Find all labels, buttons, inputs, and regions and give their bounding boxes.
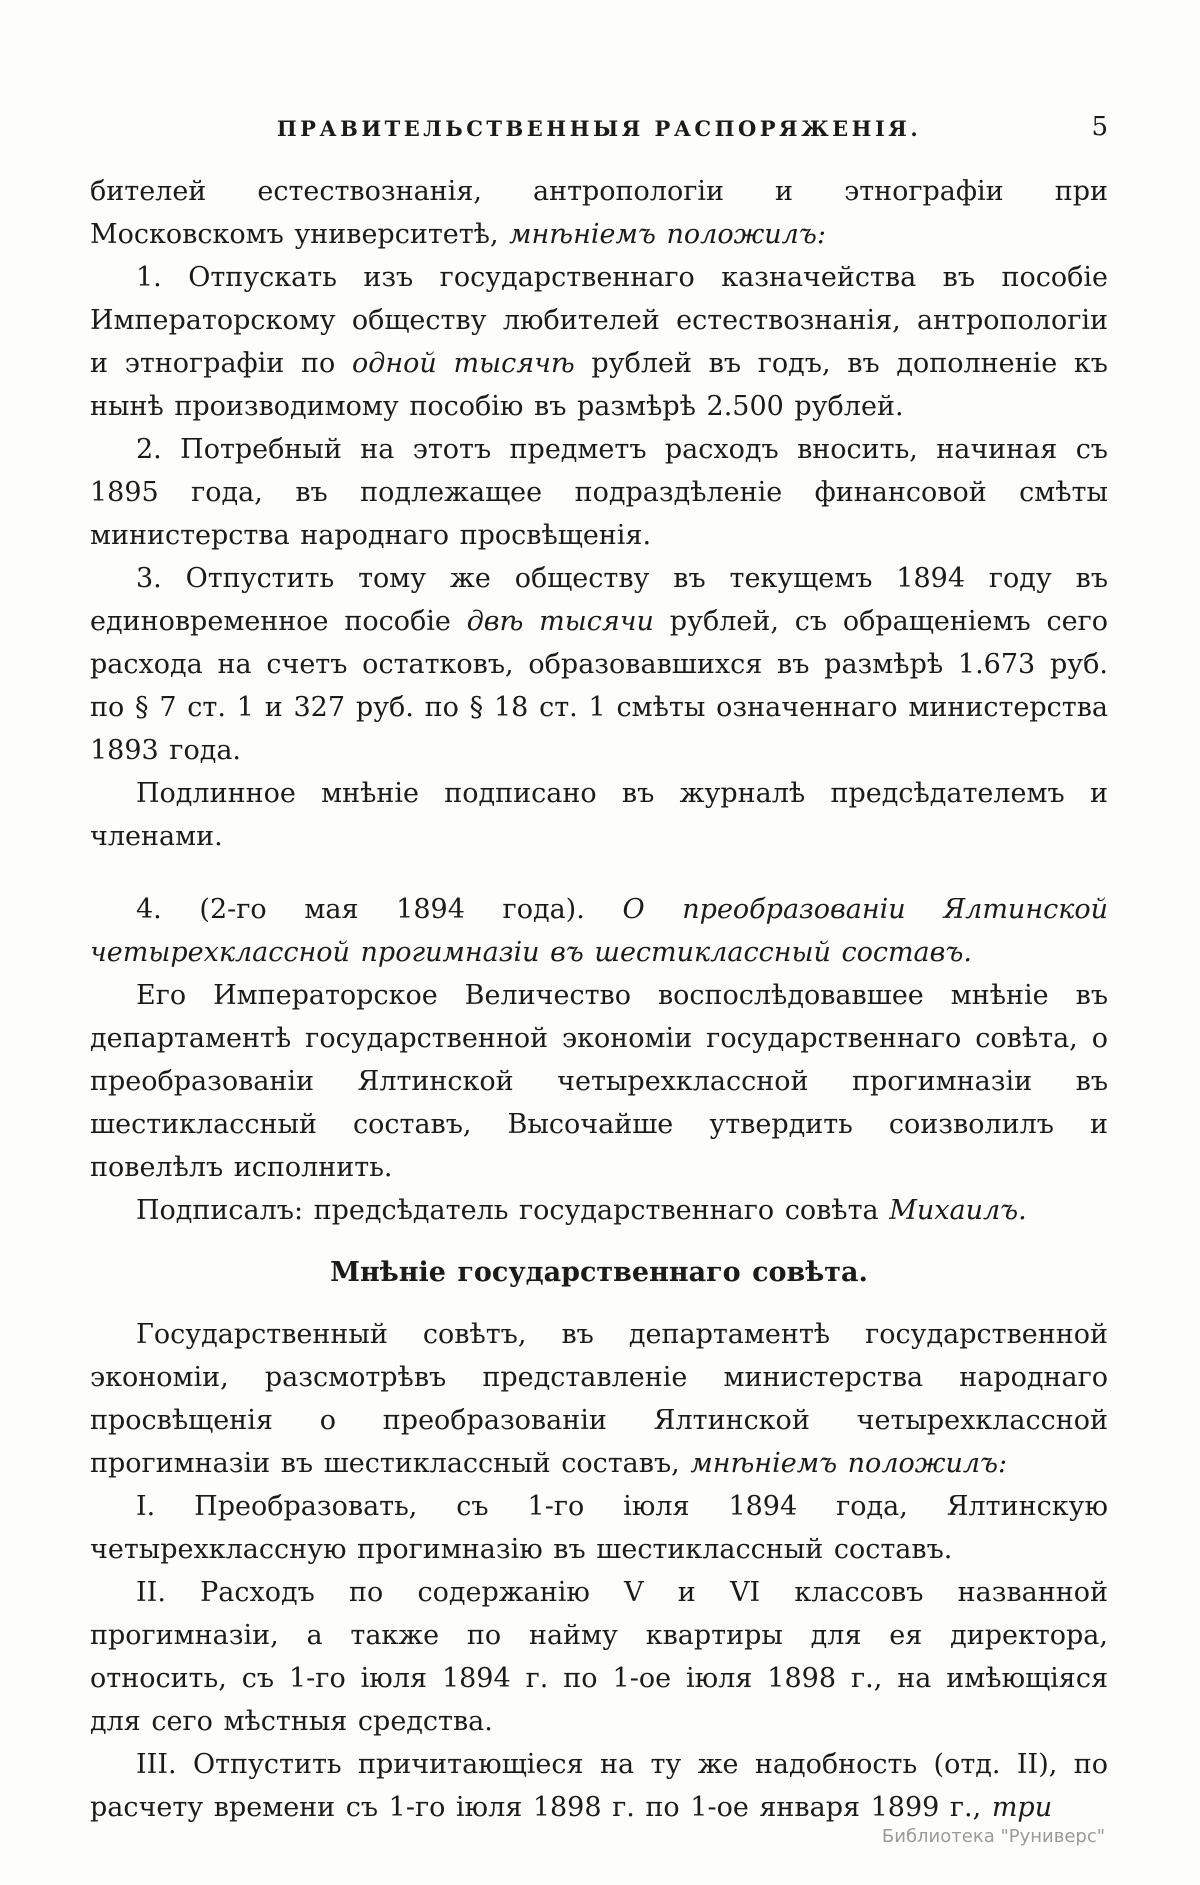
text-run: бителей естествознанія, антропологіи и этнографіи при Московскомъ университетѣ, xyxy=(90,176,1108,250)
paragraph xyxy=(90,1189,1108,1232)
paragraph xyxy=(90,1743,1108,1829)
text-run-italic: три xyxy=(991,1792,1053,1823)
section-heading xyxy=(90,1251,1108,1294)
paragraph xyxy=(90,1313,1108,1485)
text-run: Государственный совѣтъ, въ департаментѣ государственной экономіи, разсмотрѣвъ представленіе министерства народнаго просвѣщенія о преобразованіи Ялтинской четырехклассной прогимназіи въ шестиклассный составъ, xyxy=(90,1319,1108,1479)
paragraph xyxy=(90,557,1108,772)
paragraph xyxy=(90,428,1108,557)
paragraph xyxy=(90,170,1108,256)
text-run: 4. (2-го мая 1894 года). xyxy=(136,894,623,925)
paragraph xyxy=(90,974,1108,1189)
text-run-italic: мнѣніемъ положилъ: xyxy=(690,1448,1008,1479)
text-run: I. Преобразовать, съ 1-го іюля 1894 года, Ялтинскую четырехклассную прогимназію въ шестиклассный составъ. xyxy=(90,1491,1108,1565)
paragraph xyxy=(90,772,1108,858)
text-run: рублей, съ обращеніемъ сего расхода на счетъ остатковъ, образовавшихся въ размѣрѣ 1.673 руб. по § 7 ст. 1 и 327 руб. по § 18 ст. 1 смѣты означеннаго министерства 1893 года. xyxy=(90,606,1108,766)
library-watermark: Библиотека "Руниверс" xyxy=(881,1826,1105,1847)
text-run-italic: одной тысячѣ xyxy=(351,348,575,379)
text-run: Мнѣніе государственнаго совѣта. xyxy=(330,1257,868,1288)
text-run-italic: Михаилъ. xyxy=(889,1195,1027,1226)
text-run: Его Императорское Величество воспослѣдовавшее мнѣніе въ департаментѣ государственной экономіи государственнаго совѣта, о преобразованіи Ялтинской четырехклассной прогимназіи въ шестиклассный составъ, Высочайше утвердить соизволилъ и повелѣлъ исполнить. xyxy=(90,980,1108,1183)
paragraph xyxy=(90,1571,1108,1743)
paragraph xyxy=(90,1485,1108,1571)
text-run: 2. Потребный на этотъ предметъ расходъ вносить, начиная съ 1895 года, въ подлежащее подраздѣленіе финансовой смѣты министерства народнаго просвѣщенія. xyxy=(90,434,1108,551)
running-header xyxy=(90,112,1108,146)
text-run: 1. Отпускать изъ государственнаго казначейства въ пособіе Императорскому обществу любителей естествознанія, антропологіи и этнографіи по xyxy=(90,262,1108,379)
text-run: III. Отпустить причитающіеся на ту же надобность (отд. II), по расчету времени съ 1-го іюля 1898 г. по 1-ое января 1899 г., xyxy=(90,1749,1108,1823)
paragraph xyxy=(90,888,1108,974)
paragraph xyxy=(90,256,1108,428)
text-run: рублей въ годъ, въ дополненіе къ нынѣ производимому пособію въ размѣрѣ 2.500 рублей. xyxy=(90,348,1108,422)
text-run: II. Расходъ по содержанію V и VI классовъ названной прогимназіи, а также по найму квартиры для ея директора, относить, съ 1-го іюля 1894 г. по 1-ое іюля 1898 г., на имѣющіяся для сего мѣстныя средства. xyxy=(90,1577,1108,1737)
text-run-italic: двѣ тысячи xyxy=(466,606,654,637)
document-body xyxy=(90,170,1108,1829)
text-run-italic: мнѣніемъ положилъ: xyxy=(509,219,826,250)
page-number: 5 xyxy=(1091,112,1108,142)
text-run: Подписалъ: предсѣдатель государственнаго совѣта xyxy=(136,1195,890,1226)
text-run-italic: О преобразованіи Ялтинской четырехклассной прогимназіи въ шестиклассный составъ. xyxy=(90,894,1108,968)
text-run: 3. Отпустить тому же обществу въ текущемъ 1894 году въ единовременное пособіе xyxy=(90,563,1108,637)
text-run: Подлинное мнѣніе подписано въ журналѣ предсѣдателемъ и членами. xyxy=(90,778,1108,852)
running-header-title: ПРАВИТЕЛЬСТВЕННЫЯ РАСПОРЯЖЕНІЯ. xyxy=(276,116,922,141)
